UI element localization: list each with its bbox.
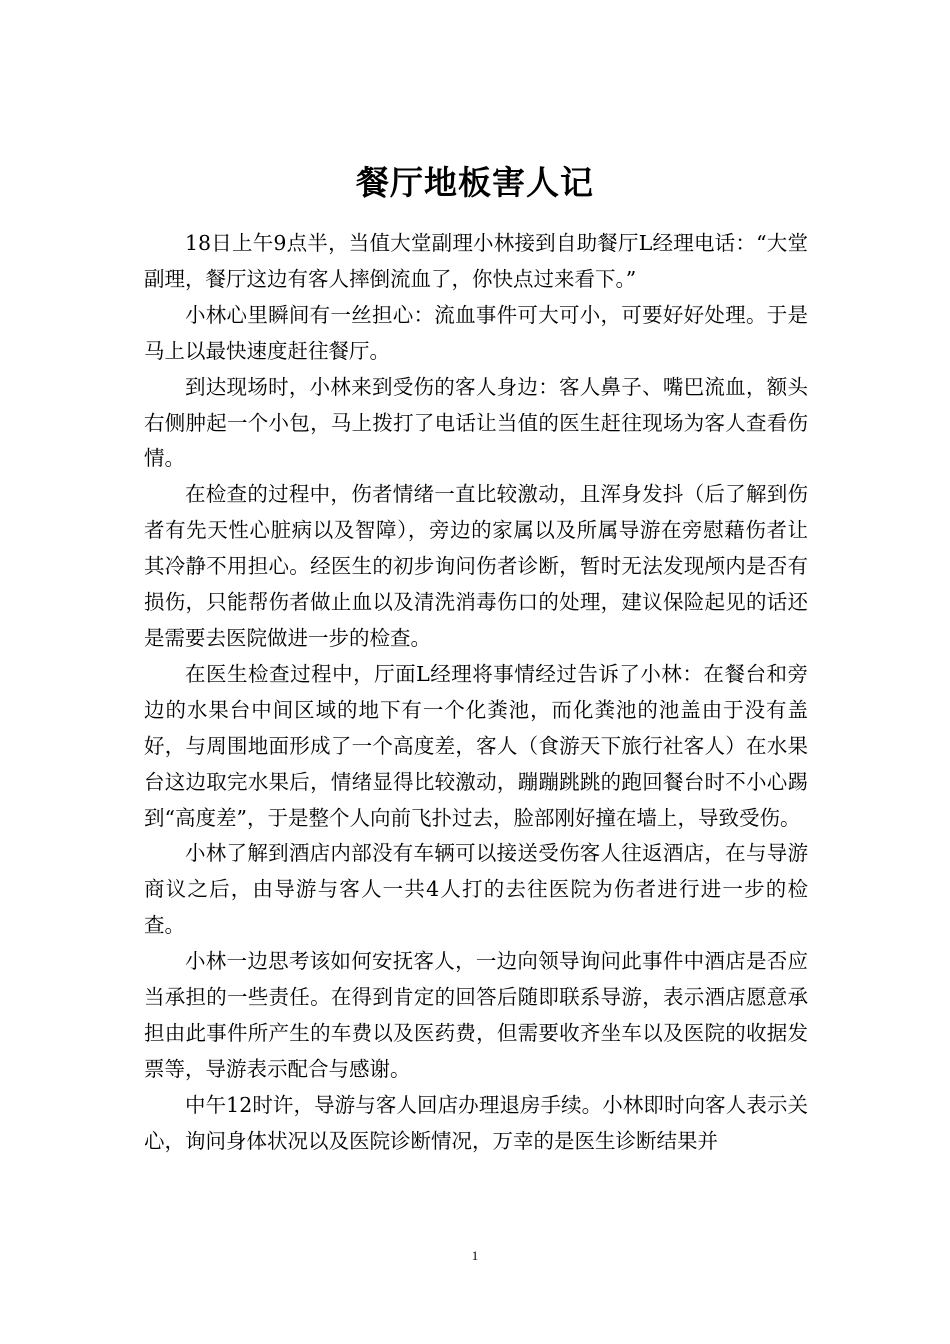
paragraph: 18日上午9点半，当值大堂副理小林接到自助餐厅L经理电话：“大堂副理，餐厅这边有客人摔倒流血了，你快点过来看下。” <box>144 231 808 291</box>
document-title: 餐厅地板害人记 <box>356 163 594 202</box>
paragraph: 小林了解到酒店内部没有车辆可以接送受伤客人往返酒店，在与导游商议之后，由导游与客人一共4人打的去往医院为伤者进行进一步的检查。 <box>144 841 808 938</box>
paragraph: 中午12时许，导游与客人回店办理退房手续。小林即时向客人表示关心，询问身体状况以及医院诊断情况，万幸的是医生诊断结果并 <box>144 1092 808 1153</box>
paragraph: 小林心里瞬间有一丝担心：流血事件可大可小，可要好好处理。于是马上以最快速度赶往餐厅。 <box>144 302 808 363</box>
paragraph: 到达现场时，小林来到受伤的客人身边：客人鼻子、嘴巴流血，额头右侧肿起一个小包，马上拨打了电话让当值的医生赶往现场为客人查看伤情。 <box>144 374 808 471</box>
document-body <box>144 226 808 1160</box>
paragraph: 小林一边思考该如何安抚客人，一边向领导询问此事件中酒店是否应当承担的一些责任。在得到肯定的回答后随即联系导游，表示酒店愿意承担由此事件所产生的车费以及医药费，但需要收齐坐车以及医院的收据发票等，导游表示配合与感谢。 <box>144 949 808 1081</box>
page-number: 1 <box>471 1248 479 1263</box>
paragraph: 在医生检查过程中，厅面L经理将事情经过告诉了小林：在餐台和旁边的水果台中间区域的地下有一个化粪池，而化粪池的池盖由于没有盖好，与周围地面形成了一个高度差，客人（食游天下旅行社客人）在水果台这边取完水果后，情绪显得比较激动，蹦蹦跳跳的跑回餐台时不小心踢到“高度差”，于是整个人向前飞扑过去，脸部刚好撞在墙上，导致受伤。 <box>144 661 808 830</box>
paragraph: 在检查的过程中，伤者情绪一直比较激动，且浑身发抖（后了解到伤者有先天性心脏病以及智障），旁边的家属以及所属导游在旁慰藉伤者让其冷静不用担心。经医生的初步询问伤者诊断，暂时无法发现颅内是否有损伤，只能帮伤者做止血以及清洗消毒伤口的处理，建议保险起见的话还是需要去医院做进一步的检查。 <box>144 482 808 650</box>
